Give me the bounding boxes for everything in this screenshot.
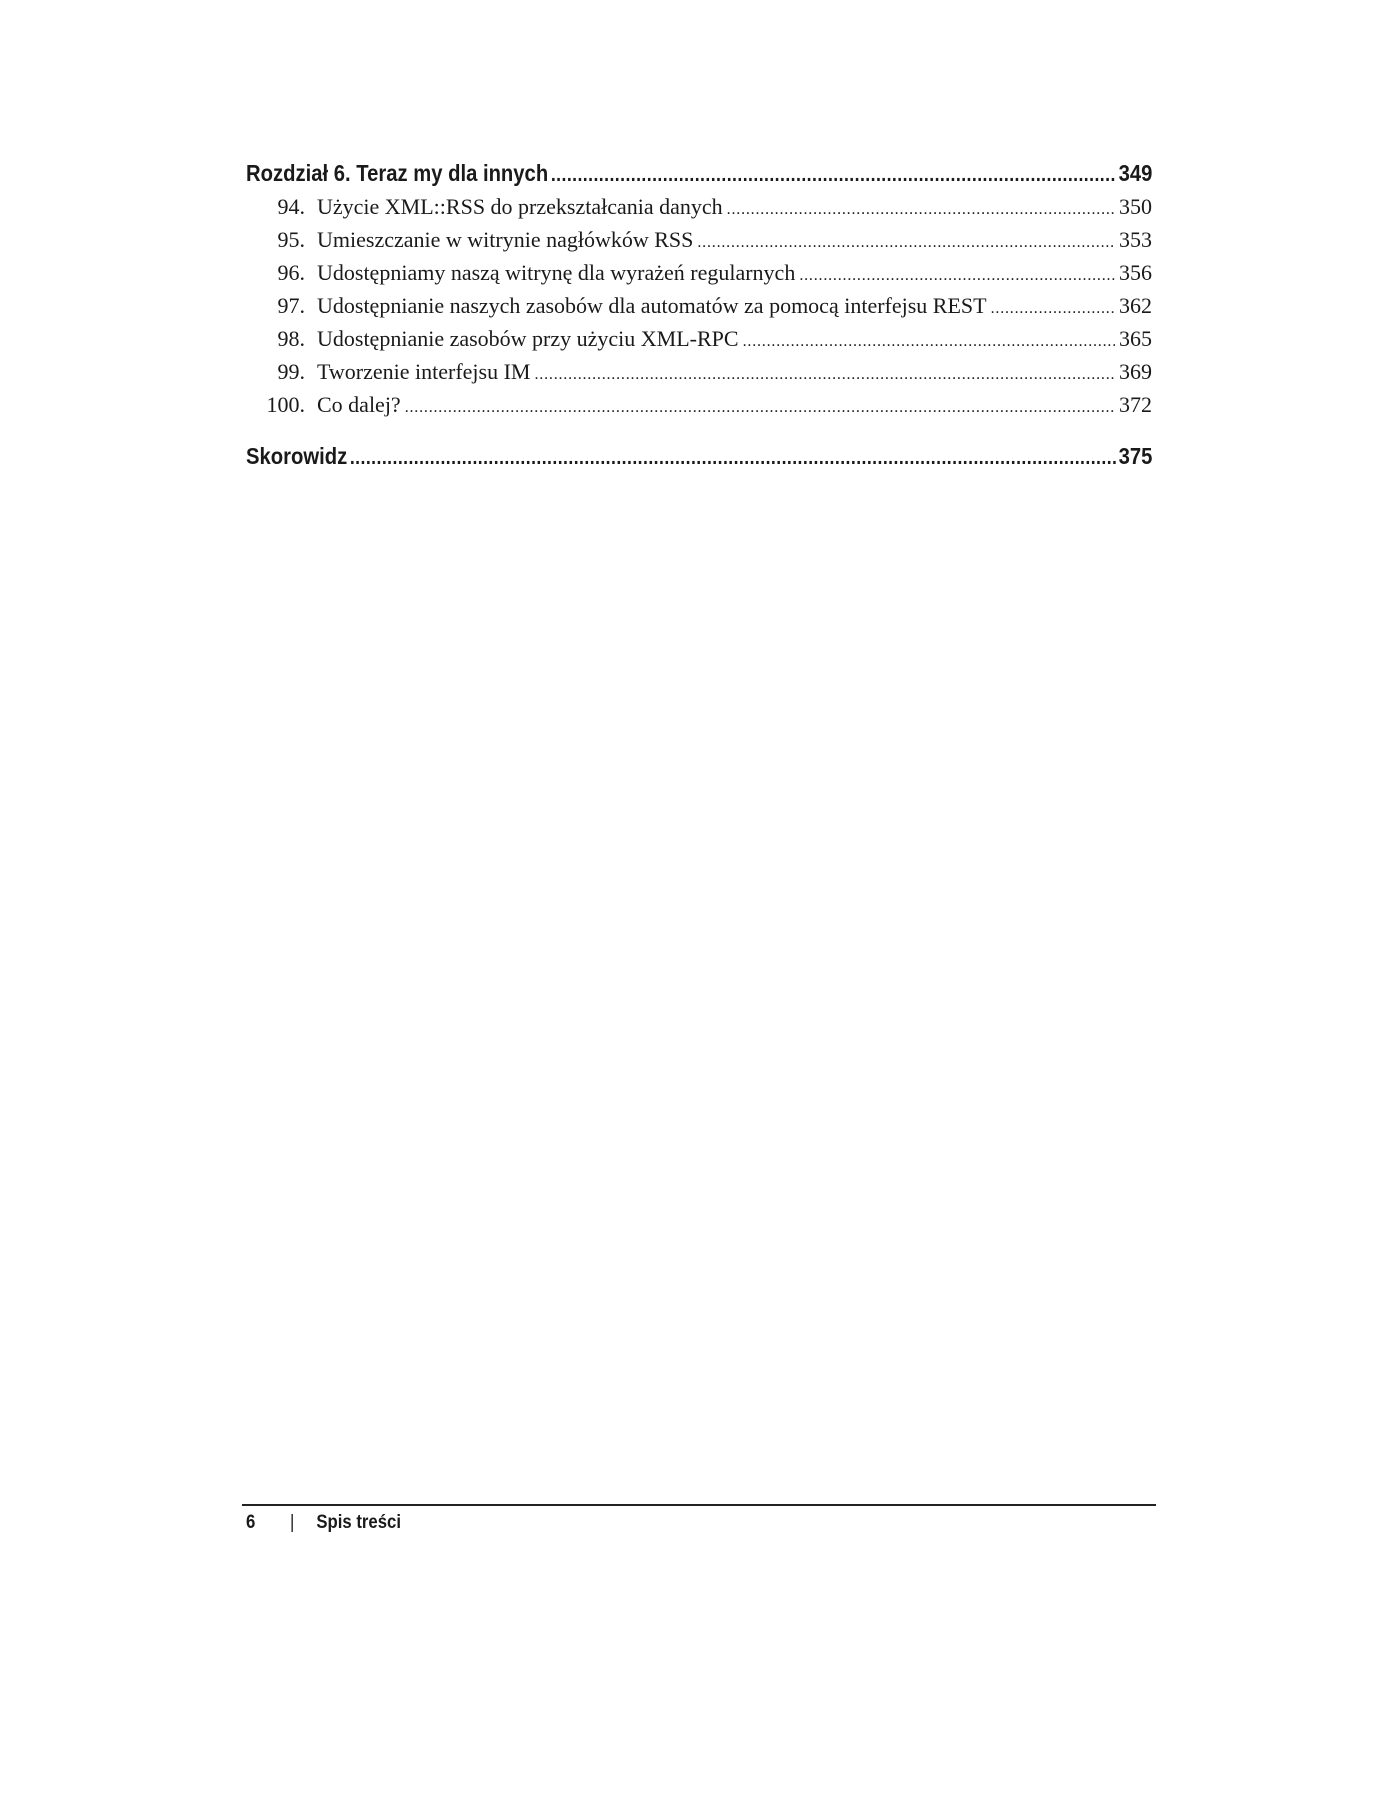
dot-leader: [350, 443, 1116, 470]
entry-title: Użycie XML::RSS do przekształcania danych: [317, 194, 723, 219]
entry-title: Udostępnianie naszych zasobów dla automatów za pomocą interfejsu REST: [317, 293, 987, 318]
entry-number: 97.: [277, 293, 305, 318]
dot-leader: [535, 359, 1116, 385]
footer-section-title: Spis treści: [316, 1512, 401, 1533]
entry-number: 94.: [277, 194, 305, 219]
entry-number: 98.: [277, 326, 305, 351]
footer-rule: [242, 1504, 1156, 1506]
toc-chapter-6[interactable]: [246, 160, 1152, 194]
toc-entry[interactable]: [246, 260, 1152, 293]
entry-number: 96.: [277, 260, 305, 285]
entry-page: 372: [1119, 392, 1152, 417]
toc-entry[interactable]: [246, 194, 1152, 227]
dot-leader: [697, 227, 1115, 253]
footer-page-number: 6: [246, 1512, 256, 1533]
entry-page: 362: [1119, 293, 1152, 318]
dot-leader: [405, 392, 1115, 418]
toc-entry[interactable]: [246, 359, 1152, 392]
footer-separator: |: [290, 1512, 295, 1533]
entry-title: Umieszczanie w witrynie nagłówków RSS: [317, 227, 694, 252]
toc-entry[interactable]: [246, 392, 1152, 425]
entry-title: Udostępniamy naszą witrynę dla wyrażeń regularnych: [317, 260, 796, 285]
entry-number: 95.: [277, 227, 305, 252]
entry-page: 365: [1119, 326, 1152, 351]
entry-title: Tworzenie interfejsu IM: [317, 359, 531, 384]
dot-leader: [551, 160, 1116, 187]
dot-leader: [727, 194, 1115, 220]
index-title: Skorowidz: [246, 443, 348, 469]
toc-index[interactable]: [246, 443, 1152, 477]
page-footer: [246, 1512, 401, 1534]
entry-number: 100.: [266, 392, 305, 417]
toc-entry[interactable]: [246, 326, 1152, 359]
table-of-contents: [246, 160, 1152, 477]
chapter-title: Rozdział 6. Teraz my dla innych: [246, 160, 549, 186]
dot-leader: [991, 293, 1115, 319]
entry-title: Udostępnianie zasobów przy użyciu XML-RPC: [317, 326, 739, 351]
entry-number: 99.: [277, 359, 305, 384]
entry-page: 353: [1119, 227, 1152, 252]
dot-leader: [799, 260, 1115, 286]
entry-page: 369: [1119, 359, 1152, 384]
index-page: 375: [1118, 443, 1153, 469]
dot-leader: [743, 326, 1115, 352]
toc-entry[interactable]: [246, 293, 1152, 326]
toc-entry[interactable]: [246, 227, 1152, 260]
spacer: [246, 425, 1152, 443]
chapter-page: 349: [1118, 160, 1153, 186]
entry-page: 350: [1119, 194, 1152, 219]
entry-page: 356: [1119, 260, 1152, 285]
entry-title: Co dalej?: [317, 392, 401, 417]
